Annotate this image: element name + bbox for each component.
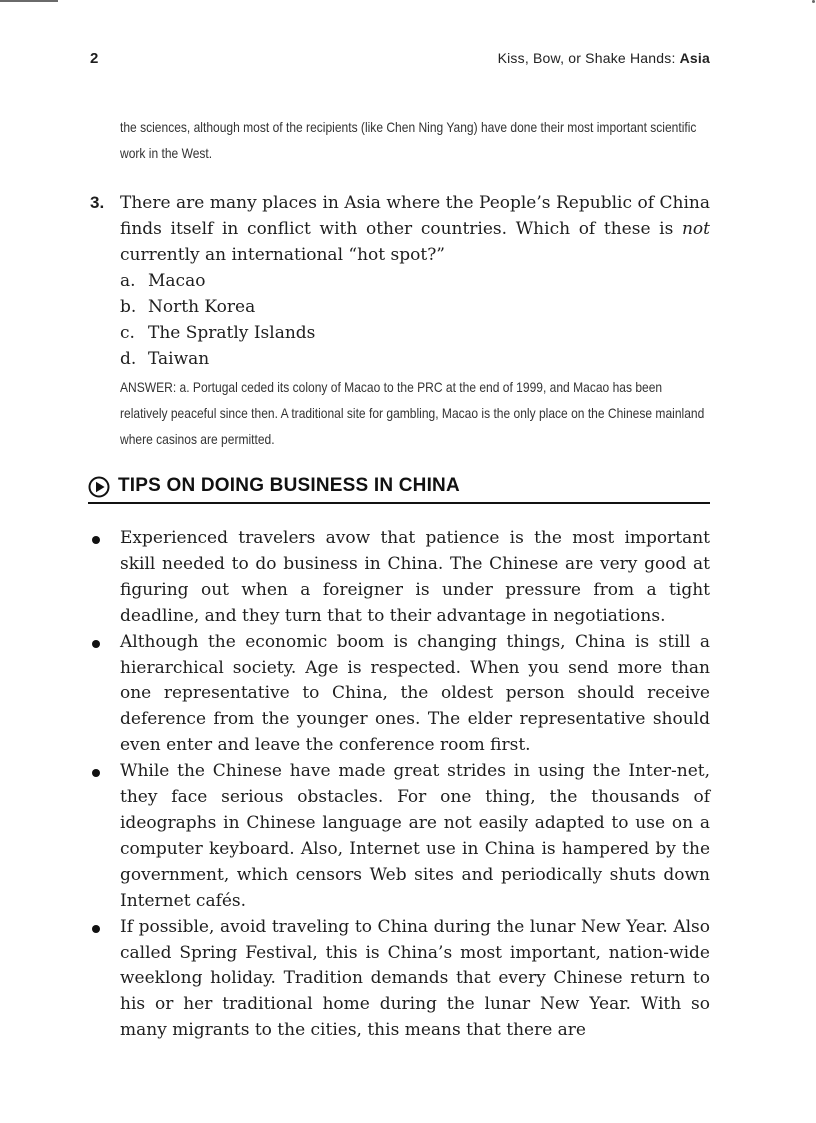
bullet-icon <box>92 769 100 777</box>
list-item-text: If possible, avoid traveling to China during the lunar New Year. Also called Spring Festival, this is China’s most important, nation-wide weeklong holiday. Tradition demands that every Chinese return to his or her traditional home during the lunar New Year. With so many migrants to the cities, this means that there are <box>120 916 710 1041</box>
running-head <box>90 50 710 72</box>
option-text: Taiwan <box>148 349 210 369</box>
list-item <box>90 915 710 1045</box>
answer-text: ANSWER: a. Portugal ceded its colony of Macao to the PRC at the end of 1999, and Macao has been relatively peaceful since then. A traditional site for gambling, Macao is the only place on the Chinese mainland where casinos are permitted. <box>120 379 705 447</box>
option-text: The Spratly Islands <box>148 323 316 343</box>
page-number: 2 <box>90 50 99 67</box>
bullet-icon <box>92 640 100 648</box>
option-letter: b. <box>120 297 137 317</box>
question-text-end: currently an international “hot spot?” <box>120 245 446 265</box>
list-item <box>90 526 710 630</box>
section-heading <box>88 474 710 504</box>
play-circle-icon <box>88 476 110 498</box>
option-item <box>120 320 710 346</box>
list-item-text: Although the economic boom is changing things, China is still a hierarchical society. Age is respected. When you send more than one representative to China, the oldest person should receive deference from the younger ones. The elder representative should even enter and leave the conference room first. <box>120 631 710 756</box>
option-letter: d. <box>120 349 137 369</box>
continued-paragraph: the sciences, although most of the recipients (like Chen Ning Yang) have done their most important scientific work in the West. <box>120 119 697 161</box>
list-item <box>90 759 710 914</box>
book-title <box>498 50 710 66</box>
option-item <box>120 346 710 372</box>
answer-options <box>120 268 710 372</box>
tips-list <box>90 526 710 1044</box>
question-text-start: There are many places in Asia where the People’s Republic of China finds itself in conflict with other countries. Which of these is <box>120 193 710 239</box>
question-text-emphasis: not <box>681 219 710 239</box>
crop-mark-dot <box>812 0 815 3</box>
option-letter: a. <box>120 271 136 291</box>
option-text: North Korea <box>148 297 256 317</box>
option-text: Macao <box>148 271 206 291</box>
question-number: 3. <box>90 193 105 212</box>
bullet-icon <box>92 925 100 933</box>
list-item <box>90 630 710 760</box>
book-title-bold: Asia <box>679 50 710 66</box>
section-title: TIPS ON DOING BUSINESS IN CHINA <box>118 475 460 496</box>
list-item-text: While the Chinese have made great strides in using the Inter-net, they face serious obstacles. For one thing, the thousands of ideographs in Chinese language are not easily adapted to use on a computer keyboard. Also, Internet use in China is hampered by the government, which censors Web sites and periodically shuts down Internet cafés. <box>120 761 710 911</box>
option-item <box>120 294 710 320</box>
option-letter: c. <box>120 323 135 343</box>
question-text <box>120 190 710 268</box>
list-item-text: Experienced travelers avow that patience is the most important skill needed to do business in China. The Chinese are very good at figuring out when a foreigner is under pressure from a tight deadline, and they turn that to their advantage in negotiations. <box>120 528 710 626</box>
crop-mark <box>0 0 58 2</box>
bullet-icon <box>92 536 100 544</box>
option-item <box>120 268 710 294</box>
book-title-plain: Kiss, Bow, or Shake Hands: <box>497 50 680 66</box>
